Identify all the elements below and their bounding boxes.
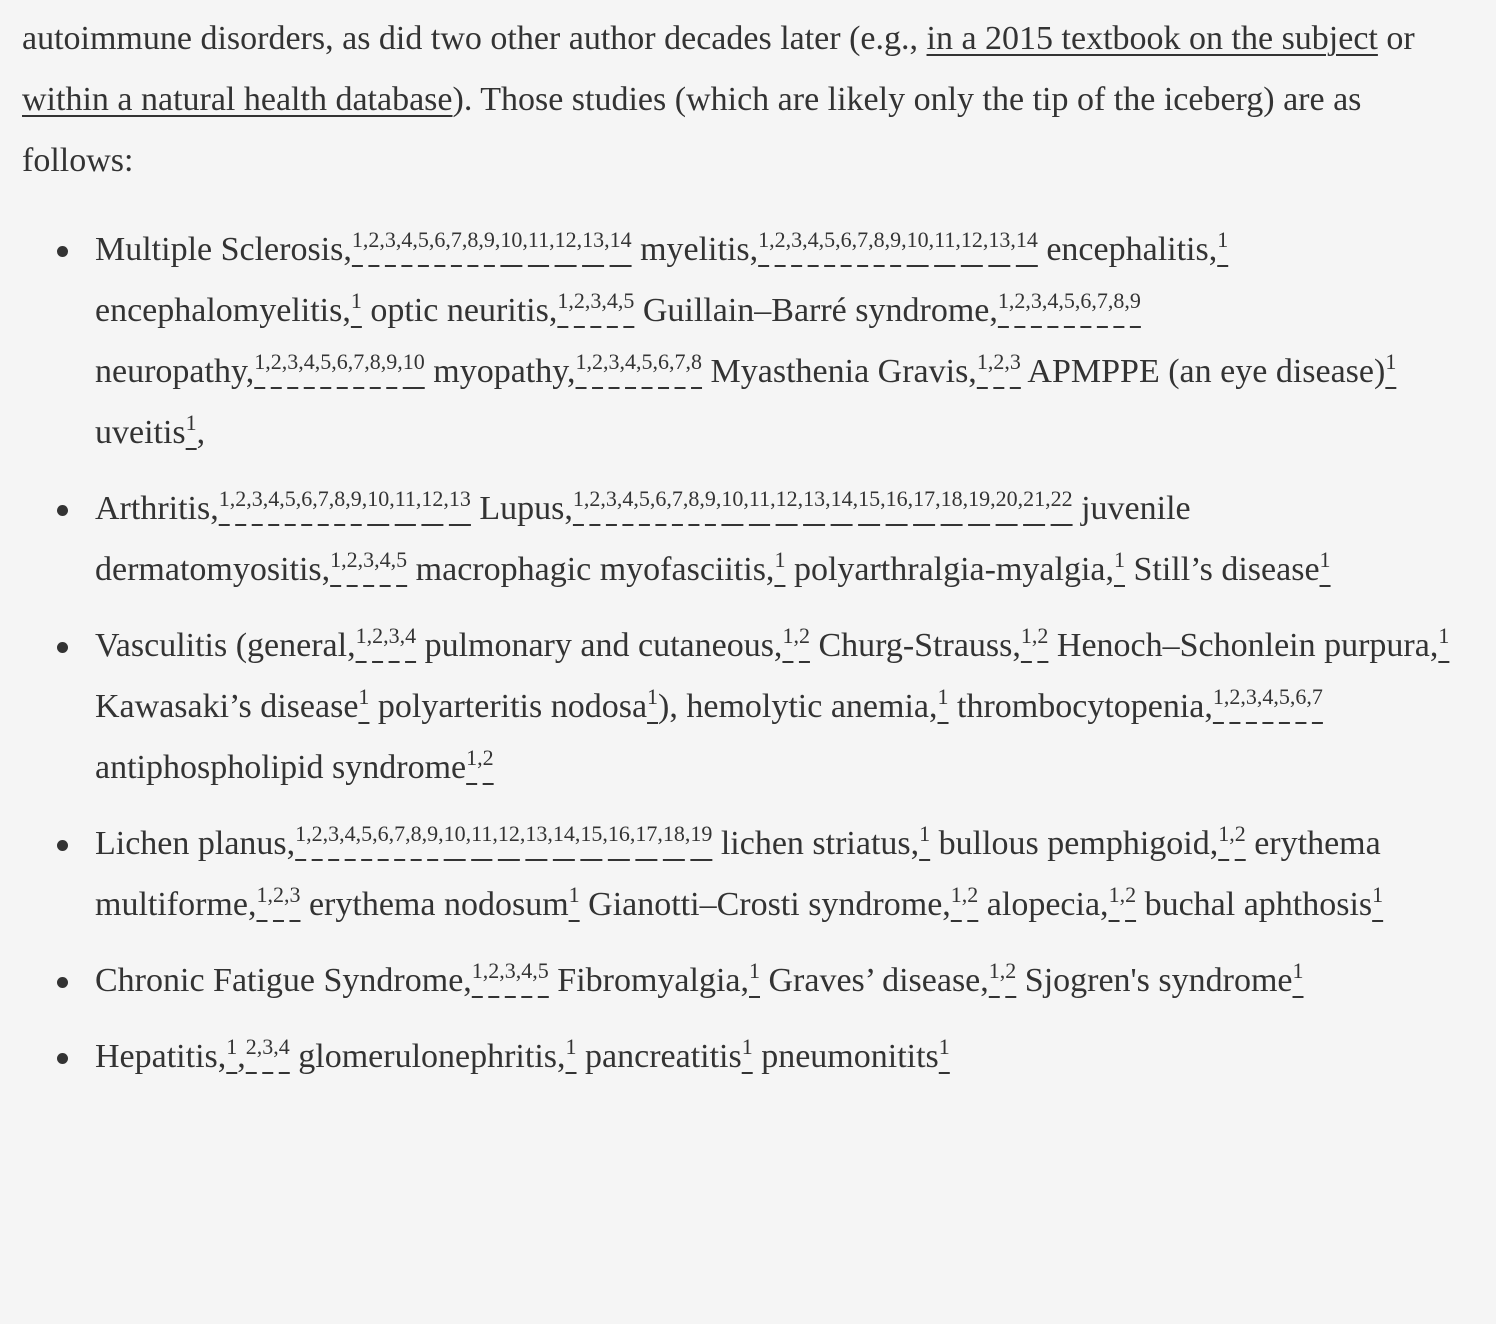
citation-group <box>1372 882 1383 907</box>
citation-link[interactable]: 13 <box>448 486 471 511</box>
condition-text: , <box>196 414 206 451</box>
citation-link[interactable]: 3 <box>289 882 301 907</box>
citation-link[interactable]: 4 <box>625 349 637 374</box>
citation-link[interactable]: 1 <box>1292 958 1304 983</box>
condition-text: erythema multiforme, <box>95 825 1381 923</box>
citation-link[interactable]: 1 <box>950 882 962 907</box>
citation-link[interactable]: 10 <box>402 349 425 374</box>
citation-link[interactable]: 2 <box>482 745 494 770</box>
citation-link[interactable]: 1 <box>976 349 988 374</box>
citation-link[interactable]: 6 <box>1295 684 1307 709</box>
citation-link[interactable]: 8 <box>410 821 422 846</box>
citation-link[interactable]: 2 <box>589 486 601 511</box>
citation-link[interactable]: 17 <box>913 486 936 511</box>
condition-text: neuropathy, <box>95 353 255 390</box>
condition-text: bullous pemphigoid, <box>930 825 1219 862</box>
citation-link[interactable]: 17 <box>635 821 658 846</box>
condition-text: Hepatitis, <box>95 1038 227 1075</box>
citation-link[interactable]: 3 <box>251 486 263 511</box>
citation-link[interactable]: 1 <box>330 547 342 572</box>
citation-link[interactable]: 3 <box>504 958 516 983</box>
citation-group <box>358 684 369 709</box>
citation-link[interactable]: 1 <box>782 623 794 648</box>
citation-link[interactable]: 13 <box>525 821 548 846</box>
citation-link[interactable]: 4 <box>278 1034 290 1059</box>
citation-link[interactable]: 7 <box>674 349 686 374</box>
condition-text: alopecia, <box>978 886 1109 923</box>
citation-link[interactable]: 4 <box>1262 684 1274 709</box>
citation-link[interactable]: 5 <box>284 486 296 511</box>
citation-link[interactable]: 15 <box>580 821 603 846</box>
condition-text: buchal aphthosis <box>1136 886 1373 923</box>
citation-link[interactable]: 4 <box>521 958 533 983</box>
citation-link[interactable]: 8 <box>873 227 885 252</box>
condition-text: antiphospholipid syndrome <box>95 749 467 786</box>
citation-group <box>939 1034 950 1059</box>
citation-link[interactable]: 21 <box>1023 486 1046 511</box>
citation-link[interactable]: 1 <box>575 349 587 374</box>
citation-link[interactable]: 2 <box>798 623 810 648</box>
citation-link[interactable]: 10 <box>367 486 390 511</box>
citation-link[interactable]: 11 <box>527 227 550 252</box>
citation-link[interactable]: 4 <box>807 227 819 252</box>
condition-text: optic neuritis, <box>361 292 558 329</box>
intro-text: autoimmune disorders, as did two other author decades later (e.g., <box>22 20 927 57</box>
citation-link[interactable]: 11 <box>394 486 416 511</box>
citation-link[interactable]: 3 <box>363 547 375 572</box>
citation-link[interactable]: 10 <box>443 821 466 846</box>
citation-link[interactable]: 4 <box>1047 288 1059 313</box>
citation-link[interactable]: 7 <box>317 486 329 511</box>
citation-link[interactable]: 9 <box>890 227 902 252</box>
citation-link[interactable]: 10 <box>721 486 744 511</box>
citation-link[interactable]: 1 <box>565 1034 577 1059</box>
citation-link[interactable]: 3 <box>262 1034 274 1059</box>
citation-link[interactable]: 3 <box>605 486 617 511</box>
citation-group <box>1114 547 1125 572</box>
citation-link[interactable]: 6 <box>1080 288 1092 313</box>
citation-group <box>749 958 760 983</box>
citation-group <box>919 821 930 846</box>
citation-link[interactable]: 11 <box>471 821 493 846</box>
citation-group <box>774 547 785 572</box>
citation-link[interactable]: 10 <box>906 227 929 252</box>
citation-group: 1,2 <box>782 623 810 648</box>
citation-group: 1,2,3,4,5,6,7,8,9,10,11,12,13,14,15,16,17,18,19,20,21,22 <box>572 486 1073 511</box>
citation-group: 1,2,3,4,5,6,7,8,9,10 <box>254 349 425 374</box>
citation-link[interactable]: 8 <box>467 227 479 252</box>
citation-link[interactable]: 18 <box>662 821 685 846</box>
condition-text: Myasthenia Gravis, <box>702 353 977 390</box>
citation-link[interactable]: 13 <box>803 486 826 511</box>
citation-link[interactable]: 7 <box>1311 684 1323 709</box>
citation-link[interactable]: 2 <box>573 288 585 313</box>
citation-group <box>1438 623 1449 648</box>
citation-link[interactable]: 18 <box>940 486 963 511</box>
citation-link[interactable]: 12 <box>960 227 983 252</box>
citation-link[interactable]: 5 <box>417 227 429 252</box>
citation-link[interactable]: 9 <box>350 486 362 511</box>
citation-link[interactable]: 1 <box>1113 547 1125 572</box>
condition-text: Lupus, <box>470 490 573 527</box>
citation-link[interactable]: 4 <box>606 288 618 313</box>
condition-text: erythema nodosum <box>300 886 569 923</box>
citation-link[interactable]: 3 <box>1009 349 1021 374</box>
citation-link[interactable]: 1 <box>568 882 580 907</box>
citation-link[interactable]: 2 <box>1014 288 1026 313</box>
citation-group: 1,2 <box>1218 821 1246 846</box>
list-item <box>95 478 1478 600</box>
citation-link[interactable]: 6 <box>658 349 670 374</box>
citation-link[interactable]: 5 <box>824 227 836 252</box>
condition-text: APMPPE (an eye disease) <box>1020 353 1386 390</box>
citation-link[interactable]: 4 <box>344 821 356 846</box>
citation-link[interactable]: 4 <box>405 623 417 648</box>
citation-group <box>351 288 362 313</box>
citation-link[interactable]: 2 <box>270 349 282 374</box>
intro-text: or <box>1377 20 1415 57</box>
citation-group: 1,2,3 <box>256 882 301 907</box>
citation-link[interactable]: 22 <box>1050 486 1073 511</box>
citation-link[interactable]: 5 <box>396 547 408 572</box>
citation-link[interactable]: 3 <box>328 821 340 846</box>
citation-group: 1,2,3,4,5,6,7,8,9,10,11,12,13,14 <box>758 227 1038 252</box>
citation-link[interactable]: 14 <box>830 486 853 511</box>
citation-link[interactable]: 7 <box>394 821 406 846</box>
citation-link[interactable]: 1 <box>1212 684 1224 709</box>
citation-link[interactable]: 1 <box>218 486 230 511</box>
list-item <box>95 219 1478 463</box>
citation-link[interactable]: 6 <box>377 821 389 846</box>
condition-text: encephalitis, <box>1037 231 1218 268</box>
citation-link[interactable]: 3 <box>590 288 602 313</box>
condition-text: Arthritis, <box>95 490 219 527</box>
condition-text: ), hemolytic anemia, <box>658 688 938 725</box>
condition-text: glomerulonephritis, <box>289 1038 566 1075</box>
citation-link[interactable]: 6 <box>336 349 348 374</box>
citation-link[interactable]: 1 <box>1217 227 1229 252</box>
citation-link[interactable]: 16 <box>885 486 908 511</box>
citation-group: 1,2,3,4,5,6,7 <box>1212 684 1323 709</box>
citation-link[interactable]: 12 <box>775 486 798 511</box>
citation-link[interactable]: 3 <box>791 227 803 252</box>
citation-link[interactable]: 14 <box>552 821 575 846</box>
citation-link[interactable]: 14 <box>609 227 632 252</box>
citation-link[interactable]: 3 <box>608 349 620 374</box>
citation-link[interactable]: 1 <box>1438 623 1450 648</box>
intro-paragraph <box>22 8 1478 191</box>
citation-group <box>647 684 658 709</box>
citation-link[interactable]: 5 <box>1278 684 1290 709</box>
condition-text: uveitis <box>95 414 186 451</box>
citation-link[interactable]: 1 <box>355 623 367 648</box>
citation-link[interactable]: 1 <box>1385 349 1397 374</box>
citation-link[interactable]: 4 <box>401 227 413 252</box>
citation-link[interactable]: 2 <box>1229 684 1241 709</box>
citation-link[interactable]: 3 <box>1245 684 1257 709</box>
list-item <box>95 813 1478 935</box>
condition-text: pulmonary and cutaneous, <box>416 627 783 664</box>
citation-link[interactable]: 2 <box>993 349 1005 374</box>
condition-text: Lichen planus, <box>95 825 296 862</box>
citation-link[interactable]: 3 <box>1030 288 1042 313</box>
citation-link[interactable]: 1 <box>919 821 931 846</box>
citation-link[interactable]: 1 <box>937 684 949 709</box>
intro-text: ). Those studies (which are likely only the tip of the iceberg) are as follows: <box>22 81 1362 179</box>
citation-group <box>1320 547 1331 572</box>
citation-link[interactable]: 5 <box>537 958 549 983</box>
citation-link[interactable]: 1 <box>997 288 1009 313</box>
condition-text: Fibromyalgia, <box>548 962 749 999</box>
citation-group: 1,2,3,4,5 <box>330 547 408 572</box>
citation-link[interactable]: 9 <box>704 486 716 511</box>
citation-link[interactable]: 6 <box>655 486 667 511</box>
citation-link[interactable]: 14 <box>1015 227 1038 252</box>
citation-group <box>226 1034 237 1059</box>
citation-link[interactable]: 1 <box>471 958 483 983</box>
citation-group: 1,2,3,4 <box>355 623 417 648</box>
citation-link[interactable]: 5 <box>1063 288 1075 313</box>
citation-link[interactable]: 5 <box>361 821 373 846</box>
citation-link[interactable]: 1 <box>988 958 1000 983</box>
citation-link[interactable]: 11 <box>934 227 956 252</box>
citation-link[interactable]: 6 <box>301 486 313 511</box>
citation-link[interactable]: 2 <box>311 821 323 846</box>
citation-link[interactable]: 5 <box>641 349 653 374</box>
citation-group: 1,2,3,4,5,6,7,8,9,10,11,12,13,14 <box>351 227 632 252</box>
citation-link[interactable]: 1 <box>749 958 760 983</box>
citation-link[interactable]: 1 <box>256 882 268 907</box>
condition-text: juvenile dermatomyositis, <box>95 490 1191 588</box>
list-item <box>95 950 1478 1011</box>
citation-link[interactable]: 1 <box>572 486 584 511</box>
database-link[interactable]: within a natural health database <box>22 81 453 118</box>
citation-link[interactable]: 19 <box>968 486 991 511</box>
citation-group <box>569 882 580 907</box>
citation-link[interactable]: 1 <box>358 684 370 709</box>
citation-group <box>1217 227 1228 252</box>
citation-link[interactable]: 2 <box>488 958 500 983</box>
citation-link[interactable]: 1 <box>1020 623 1032 648</box>
citation-link[interactable]: 6 <box>840 227 852 252</box>
condition-text: pneumonitits <box>752 1038 939 1075</box>
condition-text: Chronic Fatigue Syndrome, <box>95 962 472 999</box>
citation-group: 1,2 <box>1020 623 1049 648</box>
citation-link[interactable]: 8 <box>369 349 381 374</box>
citation-group: 1,2,3,4,5,6,7,8,9,10,11,12,13,14,15,16,17,18,19 <box>295 821 713 846</box>
citation-group <box>186 410 197 435</box>
citation-link[interactable]: 7 <box>857 227 869 252</box>
citation-link[interactable]: 12 <box>497 821 520 846</box>
citation-link[interactable]: 6 <box>434 227 446 252</box>
citation-link[interactable]: 12 <box>554 227 577 252</box>
citation-link[interactable]: 2 <box>272 882 284 907</box>
citation-group: 1,2,3,4,5,6,7,8 <box>575 349 703 374</box>
list-item <box>95 615 1478 798</box>
citation-group: 2,3,4 <box>245 1034 290 1059</box>
condition-text: polyarteritis nodosa <box>369 688 648 725</box>
citation-group: 1,2 <box>1108 882 1137 907</box>
citation-link[interactable]: 10 <box>500 227 523 252</box>
citation-link[interactable]: 1 <box>254 349 266 374</box>
citation-link[interactable]: 5 <box>638 486 650 511</box>
condition-text: lichen striatus, <box>712 825 920 862</box>
citation-link[interactable]: 1 <box>226 1034 238 1059</box>
citation-link[interactable]: 1 <box>466 745 478 770</box>
citation-group: 1,2,3,4,5 <box>471 958 549 983</box>
citation-link[interactable]: 2 <box>372 623 384 648</box>
citation-link[interactable]: 5 <box>320 349 332 374</box>
condition-text: Multiple Sclerosis, <box>95 231 352 268</box>
citation-group: 1,2 <box>466 745 494 770</box>
citation-group: 1,2,3,4,5 <box>557 288 635 313</box>
condition-text: , <box>237 1038 246 1075</box>
citation-link[interactable]: 1 <box>1218 821 1230 846</box>
citation-group: 1,2 <box>988 958 1017 983</box>
citation-group <box>566 1034 577 1059</box>
citation-link[interactable]: 16 <box>607 821 630 846</box>
citation-link[interactable]: 2 <box>1005 958 1017 983</box>
citation-link[interactable]: 1 <box>185 410 197 435</box>
condition-text: Guillain–Barré syndrome, <box>634 292 998 329</box>
citation-link[interactable]: 7 <box>353 349 365 374</box>
citation-group <box>742 1034 753 1059</box>
citation-link[interactable]: 2 <box>1037 623 1049 648</box>
citation-group <box>1293 958 1304 983</box>
citation-link[interactable]: 13 <box>988 227 1011 252</box>
citation-link[interactable]: 1 <box>1108 882 1120 907</box>
citation-link[interactable]: 1 <box>938 1034 950 1059</box>
citation-link[interactable]: 1 <box>774 547 786 572</box>
citation-group <box>938 684 949 709</box>
condition-text: thrombocytopenia, <box>948 688 1213 725</box>
citation-group <box>1385 349 1396 374</box>
citation-link[interactable]: 1 <box>647 684 659 709</box>
citation-link[interactable]: 2 <box>235 486 247 511</box>
citation-link[interactable]: 2 <box>967 882 979 907</box>
condition-text: myopathy, <box>424 353 576 390</box>
textbook-link[interactable]: in a 2015 textbook on the subject <box>926 20 1378 57</box>
citation-link[interactable]: 8 <box>688 486 700 511</box>
condition-text: Gianotti–Crosti syndrome, <box>579 886 951 923</box>
citation-link[interactable]: 8 <box>334 486 346 511</box>
citation-link[interactable]: 3 <box>287 349 299 374</box>
citation-link[interactable]: 4 <box>268 486 280 511</box>
citation-link[interactable]: 2 <box>774 227 786 252</box>
condition-list <box>22 219 1478 1087</box>
citation-link[interactable]: 3 <box>384 227 396 252</box>
citation-link[interactable]: 9 <box>1129 288 1141 313</box>
citation-group: 1,2 <box>950 882 979 907</box>
citation-link[interactable]: 2 <box>368 227 380 252</box>
condition-text: Henoch–Schonlein purpura, <box>1048 627 1439 664</box>
citation-link[interactable]: 1 <box>351 227 363 252</box>
condition-text: pancreatitis <box>576 1038 742 1075</box>
condition-text: Vasculitis (general, <box>95 627 356 664</box>
citation-link[interactable]: 1 <box>350 288 362 313</box>
citation-link[interactable]: 5 <box>623 288 635 313</box>
citation-link[interactable]: 4 <box>379 547 391 572</box>
citation-link[interactable]: 20 <box>995 486 1018 511</box>
condition-text: polyarthralgia-myalgia, <box>785 551 1114 588</box>
citation-group: 1,2,3,4,5,6,7,8,9,10,11,12,13 <box>218 486 471 511</box>
citation-link[interactable]: 8 <box>1113 288 1125 313</box>
citation-link[interactable]: 1 <box>741 1034 753 1059</box>
condition-text: Kawasaki’s disease <box>95 688 359 725</box>
citation-link[interactable]: 9 <box>483 227 495 252</box>
citation-group: 1,2,3,4,5,6,7,8,9 <box>997 288 1141 313</box>
citation-link[interactable]: 13 <box>582 227 605 252</box>
citation-link[interactable]: 12 <box>421 486 444 511</box>
citation-link[interactable]: 1 <box>758 227 770 252</box>
condition-text: Churg-Strauss, <box>809 627 1021 664</box>
list-item <box>95 1026 1478 1087</box>
condition-text: Graves’ disease, <box>760 962 989 999</box>
citation-link[interactable]: 1 <box>1372 882 1384 907</box>
condition-text: myelitis, <box>631 231 759 268</box>
citation-link[interactable]: 1 <box>557 288 569 313</box>
citation-link[interactable]: 4 <box>622 486 634 511</box>
citation-link[interactable]: 1 <box>295 821 307 846</box>
condition-text: Sjogren's syndrome <box>1016 962 1293 999</box>
citation-link[interactable]: 9 <box>386 349 398 374</box>
citation-link[interactable]: 2 <box>592 349 604 374</box>
citation-link[interactable]: 7 <box>1096 288 1108 313</box>
citation-link[interactable]: 7 <box>450 227 462 252</box>
citation-group: 1,2,3 <box>976 349 1021 374</box>
citation-link[interactable]: 9 <box>427 821 439 846</box>
citation-link[interactable]: 1 <box>1319 547 1331 572</box>
condition-text: Still’s disease <box>1124 551 1320 588</box>
citation-link[interactable]: 2 <box>245 1034 257 1059</box>
citation-link[interactable]: 4 <box>303 349 315 374</box>
citation-link[interactable]: 2 <box>1234 821 1246 846</box>
condition-text: macrophagic myofasciitis, <box>407 551 775 588</box>
citation-link[interactable]: 8 <box>691 349 703 374</box>
citation-link[interactable]: 15 <box>858 486 881 511</box>
citation-link[interactable]: 2 <box>1125 882 1137 907</box>
citation-link[interactable]: 11 <box>748 486 771 511</box>
condition-text: encephalomyelitis, <box>95 292 351 329</box>
citation-link[interactable]: 7 <box>671 486 683 511</box>
citation-link[interactable]: 19 <box>690 821 713 846</box>
citation-link[interactable]: 2 <box>346 547 358 572</box>
citation-link[interactable]: 3 <box>388 623 400 648</box>
